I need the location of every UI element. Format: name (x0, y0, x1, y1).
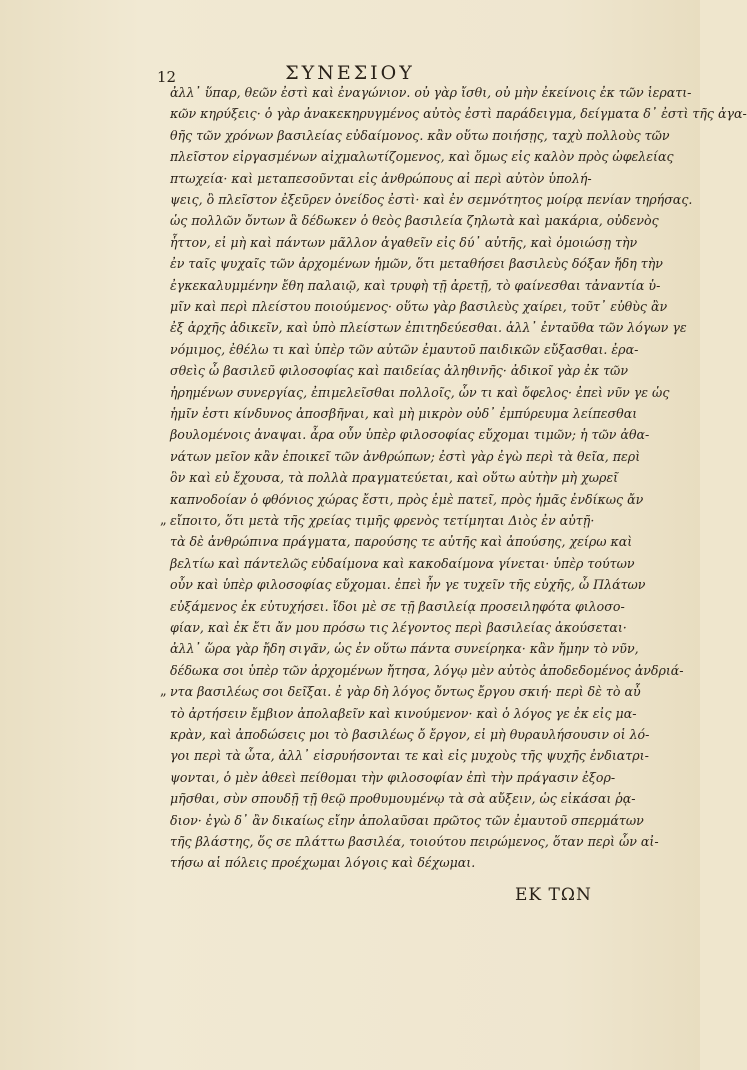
text-line: ψεις, ὃ πλεῖστον ἐξεῦρεν ὀνείδος ἐστὶ· καὶ ἐν σεμνότητος μοίρᾳ πενίαν τηρήσας. (170, 192, 693, 207)
text-line: ὃν καὶ εὐ ἔχουσα, τὰ πολλὰ πραγματεύεται, καὶ οὕτω αὐτὴν μὴ χωρεῖ (170, 470, 619, 486)
text-line: ἧττον, εἰ μὴ καὶ πάντων μᾶλλον ἀγαθεῖν εἰς δύ᾽ αὐτῆς, καὶ ὁμοιώσῃ τὴν (170, 234, 638, 250)
text-line: μῖν καὶ περὶ πλείστου ποιούμενος· οὕτω γὰρ βασιλεὺς χαίρει, τοῦτ᾽ εὐθὺς ἂν (170, 299, 668, 314)
margin-marker: „ (160, 684, 167, 700)
text-line: τὸ ἀρτήσειν ἔμβιον ἀπολαβεῖν καὶ κινούμενον· καὶ ὁ λόγος γε ἐκ εἰς μα- (170, 705, 637, 721)
text-line: τῆς βλάστης, ὅς σε πλάττω βασιλέα, τοιούτου πειρώμενος, ὅταν περὶ ὧν αἰ- (170, 834, 659, 849)
text-line: καπνοδοίαν ὁ φθόνιος χώρας ἔστι, πρὸς ἐμὲ πατεῖ, πρὸς ἡμᾶς ἐνδίκως ἄν (170, 491, 644, 507)
text-line: ἐν ταῖς ψυχαῖς τῶν ἀρχομένων ἡμῶν, ὅτι μεταθήσει βασιλεὺς δόξαν ἤδη τὴν (170, 256, 663, 272)
text-line: κρὰν, καὶ ἀποδώσεις μοι τὸ βασιλέως ὄ ἔργον, εἰ μὴ θυραυλήσουσιν οἱ λό- (170, 727, 650, 742)
text-line: διον· ἐγὼ δ᾽ ἂν δικαίως εἴην ἀπολαῦσαι πρῶτος τῶν ἐμαυτοῦ σπερμάτων (170, 812, 644, 828)
text-line: ἐγκεκαλυμμένην ἔθη παλαιῷ, καὶ τρυφὴ τῇ ἀρετῇ, τὸ φαίνεσθαι τἀναντία ὑ- (170, 277, 661, 293)
text-line: ἐξ ἀρχῆς ἀδικεῖν, καὶ ὑπὸ πλείστων ἐπιτηδεύεσθαι. ἀλλ᾽ ἐνταῦθα τῶν λόγων γε (170, 320, 687, 336)
text-line: βελτίω καὶ πάντελῶς εὐδαίμονα καὶ κακοδαίμονα γίνεται· ὑπὲρ τούτων (170, 555, 635, 571)
text-line: ἀλλ᾽ ὥρα γὰρ ἤδη σιγᾶν, ὡς ἐν οὕτω πάντα συνείρηκα· κἂν ἤμην τὸ νῦν, (170, 641, 639, 657)
text-line: βουλομένοις ἀναψαι. ἆρα οὖν ὑπὲρ φιλοσοφίας εὔχομαι τιμῶν; ἡ τῶν ἀθα- (170, 427, 650, 443)
text-line: ὡς πολλῶν ὄντων ἃ δέδωκεν ὁ θεὸς βασιλεία ζηλωτὰ καὶ μακάρια, οὐδενὸς (170, 213, 659, 229)
text-line: ἠρημένων συνεργίας, ἐπιμελεῖσθαι πολλοῖς, ὧν τι καὶ ὄφελος· ἐπεὶ νῦν γε ὡς (170, 384, 670, 400)
text-line: κῶν κηρύξεις· ὁ γὰρ ἀνακεκηρυγμένος αὐτὸς ἐστὶ παράδειγμα, δείγματα δ᾽ ἐστὶ τῆς ἀγα- (170, 106, 747, 122)
text-line: νόμιμος, ἐθέλω τι καὶ ὑπὲρ τῶν αὐτῶν ἐμαυτοῦ παιδικῶν εὔξασθαι. ἐρα- (170, 341, 639, 357)
text-line: νάτων μεῖον κἂν ἐποικεῖ τῶν ἀνθρώπων; ἐστὶ γὰρ ἐγὼ περὶ τὰ θεῖα, περὶ (170, 448, 641, 464)
text-line: ντα βασιλέως σοι δεῖξαι. ἐ γὰρ δὴ λόγος ὄντως ἔργου σκιή· περὶ δὲ τὸ αὖ (170, 684, 641, 700)
text-line: πλεῖστον εἰργασμένων αἰχμαλωτίζομενος, καὶ ὅμως εἰς καλὸν πρὸς ὠφελείας (170, 149, 674, 165)
text-line: ἡμῖν ἐστι κίνδυνος ἀποσβῆναι, καὶ μὴ μικρὸν οὐδ᾽ ἐμπύρευμα λείπεσθαι (170, 406, 638, 421)
page-number: 12 (157, 68, 177, 86)
text-line: μῆσθαι, σὺν σπουδῇ τῇ θεῷ προθυμουμένῳ τὰ σὰ αὔξειν, ὡς εἰκάσαι ῥᾳ- (170, 791, 636, 807)
page-header (0, 62, 700, 86)
text-line: εὐξάμενος ἐκ εὐτυχήσει. ἴδοι μὲ σε τῇ βασιλείᾳ προσειληφότα φιλοσο- (170, 598, 625, 614)
text-line: φίαν, καὶ ἐκ ἔτι ἄν μου πρόσω τις λέγοντος περὶ βασιλείας ἀκούσεται· (170, 620, 627, 635)
text-line: ψονται, ὁ μὲν ἀθεεὶ πείθομαι τὴν φιλοσοφίαν ἐπὶ τὴν πράγασιν ἐξορ- (170, 769, 616, 785)
text-line: γοι περὶ τὰ ὦτα, ἀλλ᾽ εἰσρυήσονται τε καὶ εἰς μυχοὺς τῆς ψυχῆς ἐνδιατρι- (170, 748, 649, 764)
running-head: ΣΥΝΕΣΙΟΥ (285, 62, 415, 84)
text-line: οὖν καὶ ὑπὲρ φιλοσοφίας εὔχομαι. ἐπεὶ ἦν γε τυχεῖν τῆς εὐχῆς, ὦ Πλάτων (170, 577, 646, 593)
text-line: δέδωκα σοι ὑπὲρ τῶν ἀρχομένων ἤτησα, λόγῳ μὲν αὐτὸς ἀποδεδομένος ἀνδριά- (170, 662, 684, 678)
catchword: ΕΚ ΤΩΝ (515, 885, 592, 905)
text-line: σθεὶς ὦ βασιλεῦ φιλοσοφίας καὶ παιδείας ἀληθινῆς· ἀδικοῖ γὰρ ἐκ τῶν (170, 363, 628, 379)
text-line: εἴποιτο, ὅτι μετὰ τῆς χρείας τιμῆς φρενὸς τετίμηται Διὸς ἐν αὐτῇ· (170, 513, 595, 528)
text-line: πτωχεία· καὶ μεταπεσοῦνται εἰς ἀνθρώπους αἱ περὶ αὐτὸν ὑπολή- (170, 170, 592, 186)
text-line: τήσω αἱ πόλεις προέχωμαι λόγοις καὶ δέχωμαι. (170, 855, 476, 871)
text-line: ἀλλ᾽ ὕπαρ, θεῶν ἐστὶ καὶ ἐναγώνιον. οὐ γὰρ ἴσθι, οὐ μὴν ἐκείνοις ἐκ τῶν ἱερατι- (170, 85, 692, 100)
margin-marker: „ (160, 513, 167, 528)
text-line: θῆς τῶν χρόνων βασιλείας εὐδαίμονος. κἂν οὕτω ποιήσῃς, ταχὺ πολλοὺς τῶν (170, 127, 670, 143)
text-line: τὰ δὲ ἀνθρώπινα πράγματα, παρούσης τε αὐτῆς καὶ ἀπούσης, χείρω καὶ (170, 534, 633, 550)
